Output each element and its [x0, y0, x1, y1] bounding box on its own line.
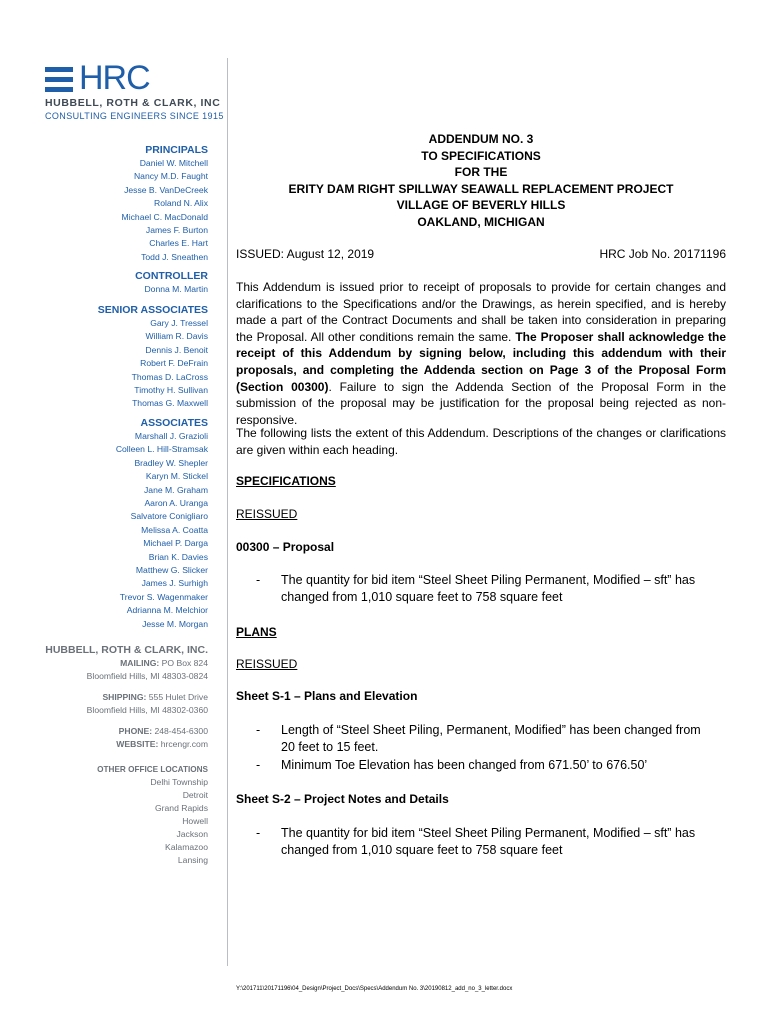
controller-list: [135, 283, 208, 296]
document-title: [236, 131, 726, 230]
spec-item-title: 00300 – Proposal: [236, 540, 335, 554]
title-line: VILLAGE OF BEVERLY HILLS: [396, 198, 566, 212]
controller-heading: CONTROLLER: [135, 270, 208, 282]
phone: PHONE: 248-454-6300: [118, 726, 208, 736]
sidebar-name-item: Donna M. Martin: [144, 284, 208, 294]
issued-row: [236, 247, 726, 261]
sidebar-name-item: Bradley W. Shepler: [134, 457, 208, 468]
sidebar-name-item: Brian K. Davies: [148, 551, 208, 562]
title-line: ERITY DAM RIGHT SPILLWAY SEAWALL REPLACEMENT PROJECT: [288, 181, 674, 196]
sidebar-name-item: Michael P. Darga: [143, 538, 208, 549]
title-line: TO SPECIFICATIONS: [421, 148, 541, 163]
logo-tagline: CONSULTING ENGINEERS SINCE 1915: [45, 111, 224, 121]
sidebar-name-item: Robert F. DeFrain: [140, 358, 208, 369]
sheet-s1-title: Sheet S-1 – Plans and Elevation: [236, 689, 418, 703]
sidebar-name-item: Salvatore Conigliaro: [130, 511, 208, 522]
principals-section: [122, 143, 208, 264]
shipping-city: Bloomfield Hills, MI 48302-0360: [86, 705, 208, 715]
bullet-text: Length of “Steel Sheet Piling, Permanent, Modified” has been changed from 20 feet to 15 feet.: [281, 723, 701, 754]
associates-section: [116, 416, 208, 631]
senior-associates-section: [98, 303, 208, 411]
sidebar-name-item: Howell: [182, 816, 208, 826]
plans-heading: PLANS: [236, 625, 277, 639]
senior-associates-heading: SENIOR ASSOCIATES: [97, 304, 208, 316]
sidebar-name-item: Kalamazoo: [165, 842, 208, 852]
shipping-address: SHIPPING: 555 Hulet Drive: [102, 692, 208, 702]
hrc-logo: [45, 59, 224, 125]
sidebar-name-item: James F. Burton: [145, 225, 208, 236]
title-line: ADDENDUM NO. 3: [428, 132, 534, 146]
plans-reissued-label: REISSUED: [236, 657, 298, 671]
intro-tail-text: . Failure to sign the Addenda Section of the Proposal Form in the submission of the proposal may be justification for the proposal being rejected as non-responsive.: [236, 379, 726, 427]
other-offices-list: [45, 776, 208, 867]
sidebar-name-item: Jesse M. Morgan: [142, 618, 208, 629]
sheet-s2-bullet: [256, 825, 706, 859]
sheet-s2-title: Sheet S-2 – Project Notes and Details: [236, 792, 449, 806]
specifications-heading: SPECIFICATIONS: [236, 474, 336, 488]
principals-heading: PRINCIPALS: [145, 144, 208, 156]
bullet-dash: -: [256, 723, 261, 737]
sidebar-name-item: Melissa A. Coatta: [141, 524, 208, 535]
job-number: HRC Job No. 20171196: [599, 247, 726, 261]
sidebar-name-item: Nancy M.D. Faught: [133, 171, 208, 182]
mailing-city: Bloomfield Hills, MI 48303-0824: [86, 671, 208, 681]
sidebar-name-item: Jesse B. VanDeCreek: [124, 184, 208, 195]
sidebar-name-item: Jackson: [176, 829, 208, 839]
sidebar-name-item: Delhi Township: [150, 777, 208, 787]
spec-bullet: [256, 572, 706, 606]
sidebar-name-item: Gary J. Tressel: [150, 318, 208, 328]
file-path-footer: Y:\201711\20171196\04_Design\Project_Docs\Specs\Addendum No. 3\20190812_add_no_3_letter.docx: [236, 986, 513, 992]
sidebar-name-item: William R. Davis: [145, 331, 208, 342]
sheet-s1-bullet: [256, 757, 706, 774]
sidebar-name-item: Adrianna M. Melchior: [126, 605, 208, 616]
bullet-dash: -: [256, 826, 261, 840]
bullet-text: The quantity for bid item “Steel Sheet Piling Permanent, Modified – sft” has changed from 1,010 square feet to 758 square feet: [281, 826, 696, 857]
senior-associates-list: [98, 317, 208, 411]
intro-text: This Addendum is issued prior to receipt of proposals to provide for certain changes and clarifications to the Specifications and/or the Drawings, as herein specified, and is hereby made a part of the Contract Documents and shall be taken into consideration in preparing the Proposal. All other conditions remain the same.: [236, 280, 726, 344]
sidebar-name-item: Trevor S. Wagenmaker: [119, 591, 208, 602]
sidebar-name-item: Charles E. Hart: [149, 238, 208, 249]
firm-name: HUBBELL, ROTH & CLARK, INC.: [45, 644, 208, 656]
other-offices-heading: OTHER OFFICE LOCATIONS: [97, 765, 208, 774]
intro-bold-text: The Proposer shall acknowledge the receipt of this Addendum by signing below, including this addendum with their proposals, and completing the Addenda section on Page 3 of the Proposal Form (Section 00300): [236, 329, 726, 394]
issued-date: ISSUED: August 12, 2019: [236, 247, 375, 261]
extent-paragraph: The following lists the extent of this Addendum. Descriptions of the changes or clarifications are given within each heading.: [236, 426, 726, 457]
bullet-text: The quantity for bid item “Steel Sheet Piling Permanent, Modified – sft” has changed from 1,010 square feet to 758 square feet: [281, 573, 696, 604]
sidebar-name-item: James J. Surhigh: [141, 578, 208, 589]
bullet-dash: -: [256, 758, 261, 772]
firm-contact-section: [45, 643, 208, 867]
sidebar-name-item: Thomas D. LaCross: [131, 371, 208, 382]
sidebar-name-item: Timothy H. Sullivan: [134, 385, 208, 396]
logo-firm-name: HUBBELL, ROTH & CLARK, INC: [45, 97, 221, 109]
sidebar-name-item: Grand Rapids: [154, 803, 208, 813]
sidebar-name-item: Lansing: [177, 855, 208, 865]
associates-heading: ASSOCIATES: [140, 417, 208, 429]
sidebar-name-item: Matthew G. Slicker: [135, 565, 208, 576]
sidebar-name-item: Daniel W. Mitchell: [139, 158, 208, 168]
sidebar-name-item: Roland N. Alix: [154, 198, 208, 209]
mailing-address: MAILING: PO Box 824: [120, 658, 208, 668]
logo-mark: HRC: [79, 59, 150, 97]
hrc-logo-bars-icon: [45, 67, 73, 95]
sidebar-name-item: Karyn M. Stickel: [145, 471, 208, 482]
sheet-s1-bullet: [256, 722, 706, 756]
vertical-divider: [227, 58, 228, 966]
sidebar-name-item: Colleen L. Hill-Stramsak: [115, 444, 208, 455]
controller-section: [135, 269, 208, 296]
sidebar-name-item: Marshall J. Grazioli: [134, 431, 208, 441]
title-line: FOR THE: [454, 165, 508, 179]
bullet-text: Minimum Toe Elevation has been changed from 671.50’ to 676.50’: [281, 758, 648, 772]
sidebar-name-item: Todd J. Sneathen: [141, 251, 208, 262]
sidebar-name-item: Detroit: [182, 790, 208, 800]
spec-reissued-label: REISSUED: [236, 507, 298, 521]
sidebar-name-item: Dennis J. Benoit: [145, 344, 208, 355]
sidebar-name-item: Aaron A. Uranga: [144, 498, 208, 509]
principals-list: [122, 157, 208, 264]
sidebar-name-item: Michael C. MacDonald: [121, 211, 208, 222]
title-line: OAKLAND, MICHIGAN: [417, 214, 545, 229]
intro-paragraph: [236, 279, 726, 428]
bullet-dash: -: [256, 573, 261, 587]
sidebar-name-item: Jane M. Graham: [144, 484, 208, 495]
sidebar-letterhead: [0, 0, 222, 1024]
associates-list: [116, 430, 208, 631]
sidebar-name-item: Thomas G. Maxwell: [132, 398, 208, 409]
website: WEBSITE: hrcengr.com: [116, 739, 208, 749]
